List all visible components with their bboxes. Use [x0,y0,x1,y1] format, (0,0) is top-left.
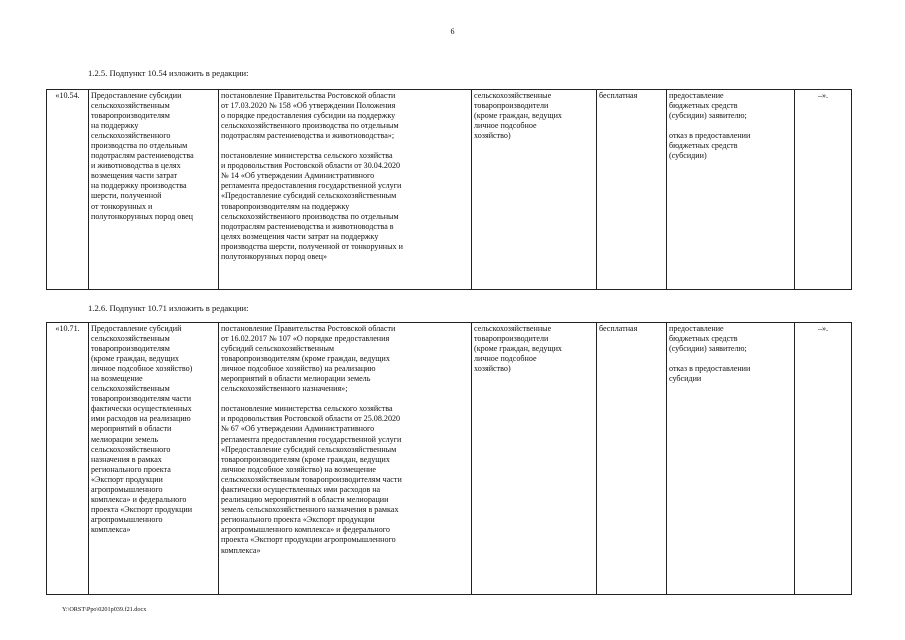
row-number: «10.54. [47,90,89,290]
legal-basis: постановление Правительства Ростовской области от 17.03.2020 № 158 «Об утверждении Положения о порядке предоставления субсидии на поддержку сельскохозяйственного производства по отдельным подотраслям растениеводства и животноводства»; постановление министерства сельского хозяйства и продовольствия Ростовской области от 30.04.2020 № 14 «Об утверждении Административного регламента предоставления государственной услуги «Предоставление субсидий сельскохозяйственным товаропроизводителям на поддержку сельскохозяйственного производства по отдельным подотраслям растениеводства и животноводства в целях возмещения части затрат на поддержку производства шерсти, полученной от тонкорунных и полутонкорунных пород овец» [219,90,472,290]
fee: бесплатная [597,323,667,595]
table-row [47,323,852,595]
page-number: 6 [450,27,455,36]
section-intro-10-71: 1.2.6. Подпункт 10.71 изложить в редакции: [88,303,249,313]
fee: бесплатная [597,90,667,290]
recipients: сельскохозяйственные товаропроизводители (кроме граждан, ведущих личное подсобное хозяйство) [472,323,597,595]
recipients: сельскохозяйственные товаропроизводители (кроме граждан, ведущих личное подсобное хозяйство) [472,90,597,290]
table-row [47,90,852,290]
service-table-10-54 [46,89,852,290]
row-number: «10.71. [47,323,89,595]
section-intro-10-54: 1.2.5. Подпункт 10.54 изложить в редакции: [88,68,249,78]
result: предоставление бюджетных средств (субсидии) заявителю; отказ в предоставлении бюджетных средств (субсидии) [667,90,795,290]
row-end-mark: –». [795,90,852,290]
service-table-10-71 [46,322,852,595]
result: предоставление бюджетных средств (субсидии) заявителю; отказ в предоставлении субсидии [667,323,795,595]
legal-basis: постановление Правительства Ростовской области от 16.02.2017 № 107 «О порядке предоставления субсидий сельскохозяйственным товаропроизводителям (кроме граждан, ведущих личное подсобное хозяйство) на реализацию мероприятий в области мелиорации земель сельскохозяйственного назначения»; постановление министерства сельского хозяйства и продовольствия Ростовской области от 25.08.2020 № 67 «Об утверждении Административного регламента предоставления государственной услуги «Предоставление субсидий сельскохозяйственным товаропроизводителям (кроме граждан, ведущих личное подсобное хозяйство) на возмещение сельскохозяйственным товаропроизводителям части фактически осуществленных ими расходов на реализацию мероприятий в области мелиорации земель сельскохозяйственного назначения в рамках регионального проекта «Экспорт продукции агропромышленного комплекса» и федерального проекта «Экспорт продукции агропромышленного комплекса» [219,323,472,595]
service-name: Предоставление субсидий сельскохозяйственным товаропроизводителям (кроме граждан, ведущих личное подсобное хозяйство) на возмещение сельскохозяйственным товаропроизводителям части фактически осуществленных ими расходов на реализацию мероприятий в области мелиорации земель сельскохозяйственного назначения в рамках регионального проекта «Экспорт продукции агропромышленного комплекса» и федерального проекта «Экспорт продукции агропромышленного комплекса» [89,323,219,595]
service-name: Предоставление субсидии сельскохозяйственным товаропроизводителям на поддержку сельскохозяйственного производства по отдельным подотраслям растениеводства и животноводства в целях возмещения части затрат на поддержку производства шерсти, полученной от тонкорунных и полутонкорунных пород овец [89,90,219,290]
footer-file-path: Y:\ORST\Ppo\0201p039.f21.docx [62,606,147,613]
row-end-mark: –». [795,323,852,595]
